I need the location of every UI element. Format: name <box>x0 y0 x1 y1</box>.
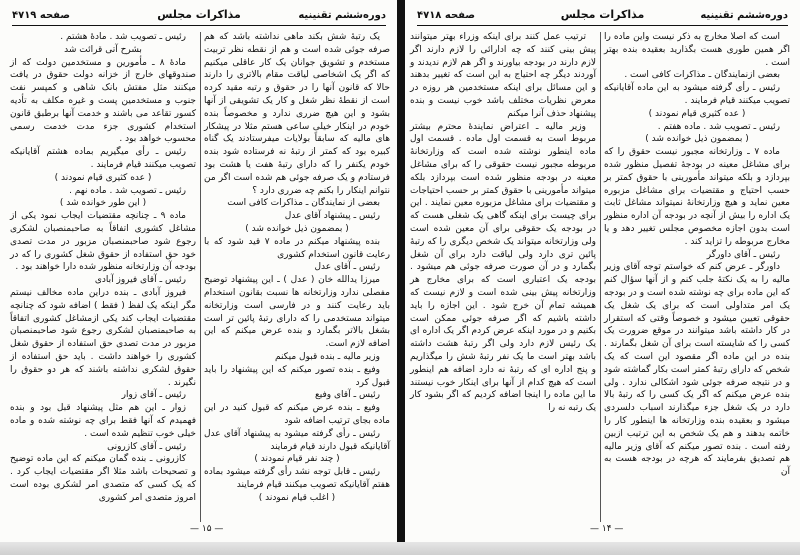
centered-note: ( این طور خوانده شد ) <box>59 198 147 209</box>
left-page <box>0 0 398 545</box>
centered-note: ( عده کثیری قیام نمودند ) <box>54 172 152 183</box>
centered-note: ( بمضمون ذیل خوانده شد ) <box>245 223 349 234</box>
column-divider <box>200 32 201 522</box>
paragraph: میرزا یدالله خان ( عدل ) ـ این پیشنهاد توضیح مفصلی ندارد وزارتخانه ها نسبت بقانون استخدام باید رعایت کنند و در فارسی است وزارتخانه میتواند مستخدمی را که دارای رتبهٔ پائین تر است بشغل بالاتر بگمارد و بنده عرض میکنم که این اضافه لازم است. <box>204 275 390 350</box>
paragraph: بعضی از نمایندگان ـ مذاکرات کافی است <box>227 198 380 209</box>
paragraph: وزیر مالیه ـ اعتراض نمایندهٔ محترم بیشتر مربوط است به قسمت اول ماده . قسمت اول ماده اینطور نوشته شده است که وزارتخانهٔ مربوطه مجبور نیست حقوقی را که برای مشاغل معینه در بودجه منظور شده است بپردازد بلکه میتواند مأمورینی با حقوق کمتر بر حسب احتیاجات و مقتضیات برای مشاغل مزبوره معین نمایند . این برای چیست برای اینکه گاهی یک شغلی هست که در بودجه یک حقوقی برای آن معین شده است ولی وزارتخانه میتواند یک شخص دیگری را که رتبهٔ پائین تری دارد ولی لیاقت دارد برای آن شغل بگمارد و در آن صورت صرفه جوئی هم میشود . بودجه یک اعتباری است که برای مخارج هر وزارتخانه پیش بینی شده است و لازم نیست که همیشه تمام آن خرج شود . این اجازه را باید داشته باشیم که اگر صرفه جوئی ممکن است بکنیم و در مورد اینکه عرض کردم اگر یک اداره ای یک رئیس لازم دارد ولی اگر رتبهٔ هشت داشته باشد بهتر است ما یک نفر رتبهٔ شش را میگذاریم و پنج اداره ای که رتبهٔ نه دارد اضافه هم اینطور است که هیچ کدام از آنها برای اینکار خوب نیستند ما این ماده را اینجا اضافه کردیم که اگر بشود کار یک رتبه نه را <box>410 121 596 414</box>
text-column-left <box>10 31 196 504</box>
paragraph: رئیس ـ تصویب شد . ماده هفتم . <box>657 121 780 132</box>
centered-note: ( چند نفر قیام نمودند ) <box>254 454 340 465</box>
paragraph: رئیس ـ تصویب شد . مادهٔ هشتم . <box>60 32 186 42</box>
page-number: — ۱۴ — <box>590 524 624 534</box>
paragraph: است که اصلا مخارج به ذکر نیست واین ماده را اگر همین طوری هست بگذارید بعقیده بنده بهتر است . <box>604 32 790 68</box>
paragraph: زوار ـ این هم مثل پیشنهاد قبل بود و بنده فهمیدم که آنها فقط برای چه نوشته شده و ماده خیلی خوب تنظیم شده است . <box>10 403 196 439</box>
header-rule <box>12 25 386 26</box>
page-header <box>417 8 788 24</box>
paragraph: ماده ۷ ـ وزارتخانه مجبور نیست حقوق را که برای مشاغل معینه در بودجهٔ تفصیل منظور شده بپردازد و بلکه میتواند مأمورینی با حقوق کمتر بر حسب احتیاج و مقتضیات برای مشاغل مزبوره معین نماید و هیچ وزارتخانهٔ نمیتواند مشاغل ثابت یک اداره را بیش از آنچه در بودجه آن اداره منظور است بدون اجازه مخصوص مجلس تغییر دهد و یا مخارج مربوطه را تزاید کند . <box>604 147 790 247</box>
running-title: مذاکرات مجلس <box>157 8 241 21</box>
paragraph: وفیع ـ بنده عرض میکنم که قبول کنید در این ماده بجای ترتیب اضافه شود <box>204 403 390 426</box>
centered-note: ( بمضمون ذیل خوانده شد ) <box>645 134 749 145</box>
paragraph: بنده پیشنهاد میکنم در ماده ۷ قید شود که با رعایت قانون استخدام کشوری <box>204 236 390 260</box>
text-column-right <box>604 31 790 479</box>
session-label: دوره‌ششم تقنینیه <box>298 10 386 21</box>
paragraph: رئیس ـ تصویب شد . ماده نهم . <box>69 185 186 196</box>
paragraph: رئیس ـ پیشنهاد آقای عدل <box>284 211 380 222</box>
paragraph: وزیر مالیه ـ بنده قبول میکنم <box>274 351 380 362</box>
paragraph: فیروز آبادی ـ بنده دراین ماده مخالف نیستم مگر اینکه یک لفظ ( فقط ) اضافه شود که چنانچه مقتضیات ایجاب کند یکی ازمشاغل کشوری اتفاقاً به صاحبمنصبان لشکری رجوع شود صاحبمنصبان مزبور در مدت تصدی حق استفاده از حقوق شغل کشوری را خواهند داشت . باید حق استفاده از حقوق لشکری نداشته باشند که هر دو حقوق را نگیرند . <box>10 287 196 388</box>
paragraph: رئیس ـ آقای عدل <box>314 262 380 273</box>
centered-note: ( اغلب قیام نمودند ) <box>258 492 336 503</box>
text-column-left <box>410 31 596 415</box>
paragraph: یک رتبهٔ شش بکند ماهی نداشته باشد که هم صرفه جوئی شده است و هم از نقطه نظر تربیت مستخدم و تشویق جوانان یک کار عاقلی میکنیم که اگر یک اشخاصی لیاقت مقام بالاتری را دارند حالا که قانون آنها را در حقوق و رتبه مقید کرده است از نقطهٔ نظر شغل و کار یک تشویقی از آنها بشود و این هیچ ضرری ندارد و مخصوصاً بنده خودم در اینکار خیلی ساعی هستم مثلا در پیشکار های مالیه که سابقاً بولایات میفرستادند یک گناه کبیره بود که کمتر از رتبهٔ نه فرستاده شود بنده خودم یکنفر را که دارای رتبهٔ هفت یا هشت بود فرستادم و یک صرفه جوئی هم شده است اگر من نتوانم اینکار را بکنم چه ضرری دارد ؟ <box>204 32 390 196</box>
paragraph: مادهٔ ۸ ـ مأمورین و مستخدمین دولت که از صندوقهای خارج از خزانه دولت حقوق در یافت میکنند مثل مفتش بانک شاهی و کمپسر نفت جنوب و مستخدمین پست و غیره مکلف به تأدیه کسور تقاعد می باشند و خدمت آنها برطبق قانون استخدام کشوری جزء مدت خدمت رسمی محسوب خواهد بود . <box>10 57 196 145</box>
paragraph: رئیس ـ رأی گرفته میشود به پیشنهاد آقای عدل آقایانیکه قبول دارند قیام فرمایند <box>204 428 390 452</box>
header-rule <box>417 25 788 26</box>
paragraph: رئیس ـ رأی میگیریم بماده هشتم آقایانیکه تصویب میکنند قیام فرمایند . <box>10 147 196 170</box>
centered-note: ( عده کثیری قیام نمودند ) <box>648 108 746 119</box>
paragraph: رئیس ـ آقای داورگر <box>706 249 780 260</box>
paragraph: رئیس ـ آقای فیروز آبادی <box>94 275 186 286</box>
paragraph: وفیع ـ بنده تصور میکنم که این پیشنهاد را باید قبول کرد <box>204 364 390 388</box>
paragraph: رئیس ـ قابل توجه نشد رأی گرفته میشود بماده هفتم آقایانیکه تصویب میکنند قیام فرمایند <box>204 467 390 490</box>
text-column-right <box>204 31 390 504</box>
page-header <box>12 8 386 24</box>
page-number: — ۱۵ — <box>190 524 224 534</box>
running-title: مذاکرات مجلس <box>560 8 645 21</box>
paragraph: رئیس ـ آقای کازرونی <box>107 441 186 452</box>
paragraph: ترتیب عمل کنند برای اینکه وزراء بهتر میتوانند پیش بینی کنند که چه ادارائی را لازم دارند اگر لازم دارند در بودجه بیاورند و اگر هم لازم ندیدند و آوردند دیگر چه احتیاج به این است که تغییر بدهند و این مسائل برای اینکه مستخدمین هر روزه در معرض نظریات مختلف باشد خوب نیست و بنده پیشنهاد حذف آنرا میکنم <box>410 32 596 119</box>
centered-note: بشرح آتی قرائت شد <box>64 44 142 55</box>
column-divider <box>600 32 601 522</box>
paragraph: رئیس ـ آقای زوار <box>121 390 186 401</box>
scan-edge <box>0 542 800 555</box>
page-label: صفحه ۴۷۱۹ <box>12 10 71 21</box>
page-label: صفحه ۴۷۱۸ <box>417 10 476 21</box>
paragraph: کازرونی ـ بنده گمان میکنم که این ماده توضیح و تصحیحات باشد مثلا اگر مقتضیات ایجاب کرد . که یک کسی که متصدی امر لشکری بوده است امروز متصدی امر کشوری <box>10 454 196 503</box>
paragraph: ماده ۹ ـ چنانچه مقتضیات ایجاب نمود یکی از مشاغل کشوری اتفاقاً به صاحبمنصبان لشکری رجوع شود صاحبمنصبان مزبور در مدت تصدی خود حق استفاده از حقوق شغل کشوری را که در بودجه آن وزارتخانه منظور شده دارا خواهند بود . <box>10 211 196 273</box>
paragraph: رئیس ـ رأی گرفته میشود به این ماده آقایانیکه تصویب میکنند قیام فرمایند . <box>604 83 790 106</box>
paragraph: بعضی ازنمایندگان ـ مذاکرات کافی است . <box>624 70 780 81</box>
session-label: دوره‌ششم تقنینیه <box>700 10 788 21</box>
paragraph: رئیس ـ آقای وفیع <box>314 390 380 401</box>
paragraph: داورگر ـ عرض کنم که خواستم توجه آقای وزیر مالیه را به یک نکتهٔ جلب کنم و از آنها سؤال کنم که این ماده برای چه نوشته شده است و در بودجه یک امر متداولی است که برای یک شغل یک حقوقی تعیین میشود و خصوصاً وقتی که استقرار در کار داشته باشد میتوانند در موقع ضرورت یک کسی را که شایسته است برای آن شغل بگمارند . بنده در این ماده اگر مقصود این است که یک شخص که دارای رتبهٔ کمتر است بکار گماشته شود و در نتیجه صرفه جوئی شود اشکالی ندارد . ولی بنده عرض میکنم که اگر یک کسی را که رتبهٔ بالا دارد در یک شغل جزء میگذارند اسباب دلسردی میشود و بعقیده بنده وزارتخانه ها اینطور کار را خاتمه بدهند و هم یک شخص به این ترتیب ازبین رفته است . بنده تصور میکنم که آقای وزیر مالیه هم تصدیق بفرمایند که هرچه در بودجه هست به آن <box>604 262 790 478</box>
right-page <box>405 0 800 545</box>
